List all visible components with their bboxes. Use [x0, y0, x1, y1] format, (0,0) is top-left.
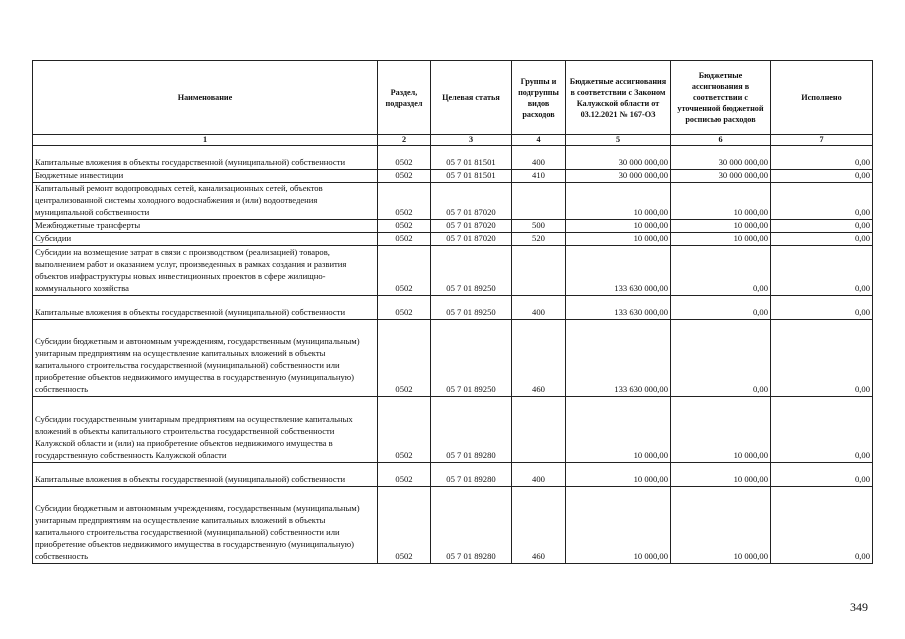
row-target-article: 05 7 01 89280 — [431, 486, 512, 563]
column-number: 7 — [771, 135, 873, 146]
row-executed: 0,00 — [771, 396, 873, 462]
header-budget-refined: Бюджетные ассигнования в соответствии с уточненной бюджетной росписью расходов — [671, 61, 771, 135]
row-budget-refined: 10 000,00 — [671, 219, 771, 232]
row-target-article: 05 7 01 89280 — [431, 462, 512, 486]
row-name: Субсидии бюджетным и автономным учреждениям, государственным (муниципальным) унитарным предприятиям на осуществление капитальных вложений в объекты капитального строительства государственной (муниципальной) собственности или приобретение объектов недвижимого имущества в государственную (муниципальную) собственность — [33, 319, 378, 396]
row-executed: 0,00 — [771, 245, 873, 295]
row-budget-law: 10 000,00 — [566, 182, 671, 219]
table-row — [33, 146, 873, 170]
table-row — [33, 245, 873, 295]
column-number: 6 — [671, 135, 771, 146]
table-row — [33, 396, 873, 462]
column-number: 5 — [566, 135, 671, 146]
row-expense-group: 500 — [512, 219, 566, 232]
header-executed: Исполнено — [771, 61, 873, 135]
table-row — [33, 319, 873, 396]
row-expense-group: 460 — [512, 319, 566, 396]
header-name: Наименование — [33, 61, 378, 135]
table-row — [33, 170, 873, 183]
row-name: Межбюджетные трансферты — [33, 219, 378, 232]
row-target-article: 05 7 01 87020 — [431, 232, 512, 245]
row-name: Субсидии государственным унитарным предприятиям на осуществление капитальных вложений в объекты капитального строительства государственной собственности Калужской области и (или) на приобретение объектов недвижимого имущества в государственную собственность Калужской области — [33, 396, 378, 462]
row-budget-refined: 0,00 — [671, 319, 771, 396]
row-target-article: 05 7 01 81501 — [431, 146, 512, 170]
row-executed: 0,00 — [771, 146, 873, 170]
row-expense-group — [512, 245, 566, 295]
header-expense-group: Группы и подгруппы видов расходов — [512, 61, 566, 135]
header-budget-law: Бюджетные ассигнования в соответствии с Законом Калужской области от 03.12.2021 № 167-ОЗ — [566, 61, 671, 135]
row-budget-law: 133 630 000,00 — [566, 245, 671, 295]
row-expense-group: 410 — [512, 170, 566, 183]
table-row — [33, 295, 873, 319]
row-section: 0502 — [378, 146, 431, 170]
row-executed: 0,00 — [771, 182, 873, 219]
row-target-article: 05 7 01 87020 — [431, 219, 512, 232]
row-expense-group: 400 — [512, 146, 566, 170]
row-name: Капитальные вложения в объекты государственной (муниципальной) собственности — [33, 295, 378, 319]
row-budget-law: 10 000,00 — [566, 219, 671, 232]
row-section: 0502 — [378, 182, 431, 219]
row-name: Капитальные вложения в объекты государственной (муниципальной) собственности — [33, 146, 378, 170]
row-target-article: 05 7 01 87020 — [431, 182, 512, 219]
row-budget-refined: 10 000,00 — [671, 462, 771, 486]
row-section: 0502 — [378, 396, 431, 462]
row-executed: 0,00 — [771, 462, 873, 486]
row-name: Бюджетные инвестиции — [33, 170, 378, 183]
header-section: Раздел, подраздел — [378, 61, 431, 135]
column-number: 2 — [378, 135, 431, 146]
row-section: 0502 — [378, 245, 431, 295]
table-row — [33, 486, 873, 563]
row-budget-law: 10 000,00 — [566, 462, 671, 486]
row-budget-refined: 10 000,00 — [671, 486, 771, 563]
column-number-row — [33, 135, 873, 146]
row-budget-law: 133 630 000,00 — [566, 295, 671, 319]
row-budget-refined: 10 000,00 — [671, 396, 771, 462]
row-expense-group: 520 — [512, 232, 566, 245]
row-section: 0502 — [378, 462, 431, 486]
row-section: 0502 — [378, 486, 431, 563]
column-number: 1 — [33, 135, 378, 146]
row-target-article: 05 7 01 89250 — [431, 295, 512, 319]
column-number: 4 — [512, 135, 566, 146]
row-executed: 0,00 — [771, 219, 873, 232]
row-name: Субсидии на возмещение затрат в связи с производством (реализацией) товаров, выполнением работ и оказанием услуг, произведенных в рамках создания и развития объектов инфраструктуры новых инвестиционных проектов в сфере жилищно-коммунального хозяйства — [33, 245, 378, 295]
row-budget-law: 30 000 000,00 — [566, 170, 671, 183]
row-name: Капитальный ремонт водопроводных сетей, канализационных сетей, объектов централизованной системы холодного водоснабжения и (или) водоотведения муниципальной собственности — [33, 182, 378, 219]
row-section: 0502 — [378, 219, 431, 232]
budget-table — [32, 60, 873, 564]
header-row — [33, 61, 873, 135]
row-executed: 0,00 — [771, 170, 873, 183]
column-number: 3 — [431, 135, 512, 146]
row-expense-group — [512, 396, 566, 462]
row-budget-law: 30 000 000,00 — [566, 146, 671, 170]
row-name: Субсидии бюджетным и автономным учреждениям, государственным (муниципальным) унитарным предприятиям на осуществление капитальных вложений в объекты капитального строительства государственной (муниципальной) собственности или приобретение объектов недвижимого имущества в государственную (муниципальную) собственность — [33, 486, 378, 563]
row-target-article: 05 7 01 89280 — [431, 396, 512, 462]
budget-table-container — [32, 60, 873, 564]
row-executed: 0,00 — [771, 295, 873, 319]
row-budget-law: 10 000,00 — [566, 486, 671, 563]
table-row — [33, 219, 873, 232]
row-executed: 0,00 — [771, 486, 873, 563]
row-budget-refined: 0,00 — [671, 295, 771, 319]
row-target-article: 05 7 01 81501 — [431, 170, 512, 183]
row-executed: 0,00 — [771, 319, 873, 396]
header-target-article: Целевая статья — [431, 61, 512, 135]
row-budget-law: 10 000,00 — [566, 396, 671, 462]
row-budget-refined: 30 000 000,00 — [671, 170, 771, 183]
table-row — [33, 232, 873, 245]
row-section: 0502 — [378, 232, 431, 245]
row-budget-refined: 10 000,00 — [671, 232, 771, 245]
row-name: Капитальные вложения в объекты государственной (муниципальной) собственности — [33, 462, 378, 486]
row-budget-refined: 0,00 — [671, 245, 771, 295]
row-name: Субсидии — [33, 232, 378, 245]
row-expense-group: 400 — [512, 462, 566, 486]
row-section: 0502 — [378, 319, 431, 396]
row-executed: 0,00 — [771, 232, 873, 245]
table-row — [33, 462, 873, 486]
row-expense-group: 400 — [512, 295, 566, 319]
page-number: 349 — [850, 600, 868, 614]
row-budget-refined: 30 000 000,00 — [671, 146, 771, 170]
row-section: 0502 — [378, 170, 431, 183]
row-section: 0502 — [378, 295, 431, 319]
row-budget-law: 10 000,00 — [566, 232, 671, 245]
row-target-article: 05 7 01 89250 — [431, 245, 512, 295]
row-expense-group: 460 — [512, 486, 566, 563]
row-target-article: 05 7 01 89250 — [431, 319, 512, 396]
row-budget-law: 133 630 000,00 — [566, 319, 671, 396]
row-expense-group — [512, 182, 566, 219]
table-row — [33, 182, 873, 219]
row-budget-refined: 10 000,00 — [671, 182, 771, 219]
